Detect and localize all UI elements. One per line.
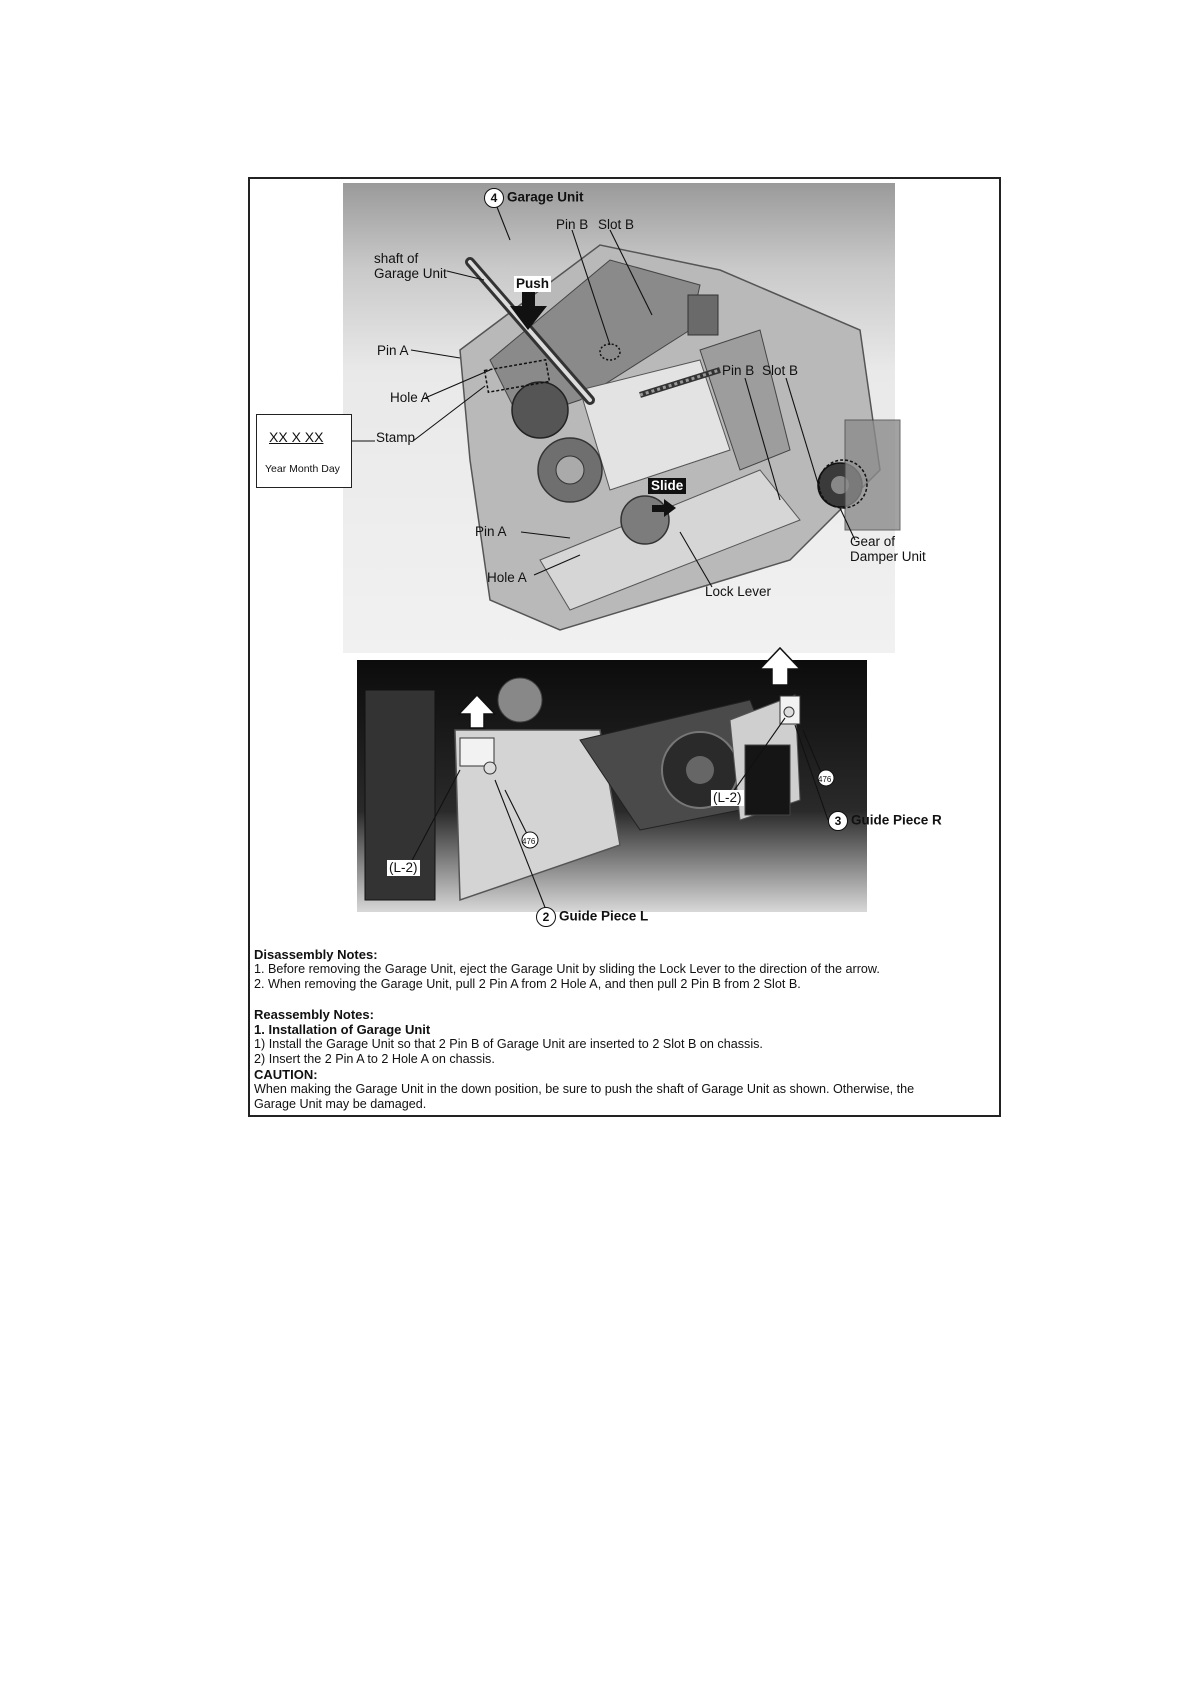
guide-piece-r-callout <box>828 811 942 831</box>
hole-a-label-bottom: Hole A <box>487 570 527 585</box>
gear-label-line1: Gear of <box>850 534 896 549</box>
stamp-keys: Year Month Day <box>265 463 340 475</box>
reassembly-heading: Reassembly Notes: <box>254 1007 374 1022</box>
shaft-label-line2: Garage Unit <box>374 266 447 281</box>
gear-label-line2: Damper Unit <box>850 549 926 564</box>
caution-text-line2: Garage Unit may be damaged. <box>254 1097 427 1111</box>
callout-number: 2 <box>536 907 556 927</box>
pin-b-label-right: Pin B <box>722 363 755 378</box>
callout-number: 4 <box>484 188 504 208</box>
guide-piece-l-label: Guide Piece L <box>559 908 649 924</box>
slide-label: Slide <box>648 478 686 494</box>
disassembly-heading: Disassembly Notes: <box>254 947 378 962</box>
disassembly-step-2: 2. When removing the Garage Unit, pull 2 Pin A from 2 Hole A, and then pull 2 Pin B from 2 Slot B. <box>254 977 801 991</box>
slot-b-label-right: Slot B <box>762 363 799 378</box>
notes-section <box>254 947 994 1112</box>
pin-a-label-bottom: Pin A <box>475 524 507 539</box>
push-label: Push <box>516 276 550 291</box>
reassembly-step-2: 2) Insert the 2 Pin A to 2 Hole A on chassis. <box>254 1052 495 1066</box>
guide-piece-l-callout <box>536 907 648 927</box>
l2-label-left: (L-2) <box>389 860 418 875</box>
caution-text-line1: When making the Garage Unit in the down position, be sure to push the shaft of Garage Unit as shown. Otherwise, the <box>254 1082 915 1096</box>
screw-number-left: 476 <box>522 837 536 846</box>
lift-arrow-icon-left <box>459 695 495 728</box>
guide-piece-r-label: Guide Piece R <box>851 812 942 828</box>
garage-unit-label: Garage Unit <box>507 189 584 205</box>
lift-arrow-icon-right <box>760 648 800 685</box>
stamp-code: XX X XX <box>269 429 324 445</box>
screw-number-right: 476 <box>818 775 832 784</box>
garage-unit-callout <box>484 188 584 208</box>
reassembly-step-1: 1) Install the Garage Unit so that 2 Pin B of Garage Unit are inserted to 2 Slot B on chassis. <box>254 1037 763 1051</box>
pin-a-label-top: Pin A <box>377 343 409 358</box>
pin-b-label-top: Pin B <box>556 217 589 232</box>
shaft-label-line1: shaft of <box>374 251 419 266</box>
l2-label-right: (L-2) <box>713 790 742 805</box>
lock-lever-label: Lock Lever <box>705 584 772 599</box>
stamp-format-box <box>256 414 352 488</box>
stamp-label: Stamp <box>376 430 416 445</box>
callout-number: 3 <box>828 811 848 831</box>
installation-heading: 1. Installation of Garage Unit <box>254 1022 431 1037</box>
slot-b-label-top: Slot B <box>598 217 635 232</box>
caution-heading: CAUTION: <box>254 1067 318 1082</box>
disassembly-step-1: 1. Before removing the Garage Unit, eject the Garage Unit by sliding the Lock Lever to the direction of the arrow. <box>254 962 880 976</box>
hole-a-label-top: Hole A <box>390 390 430 405</box>
